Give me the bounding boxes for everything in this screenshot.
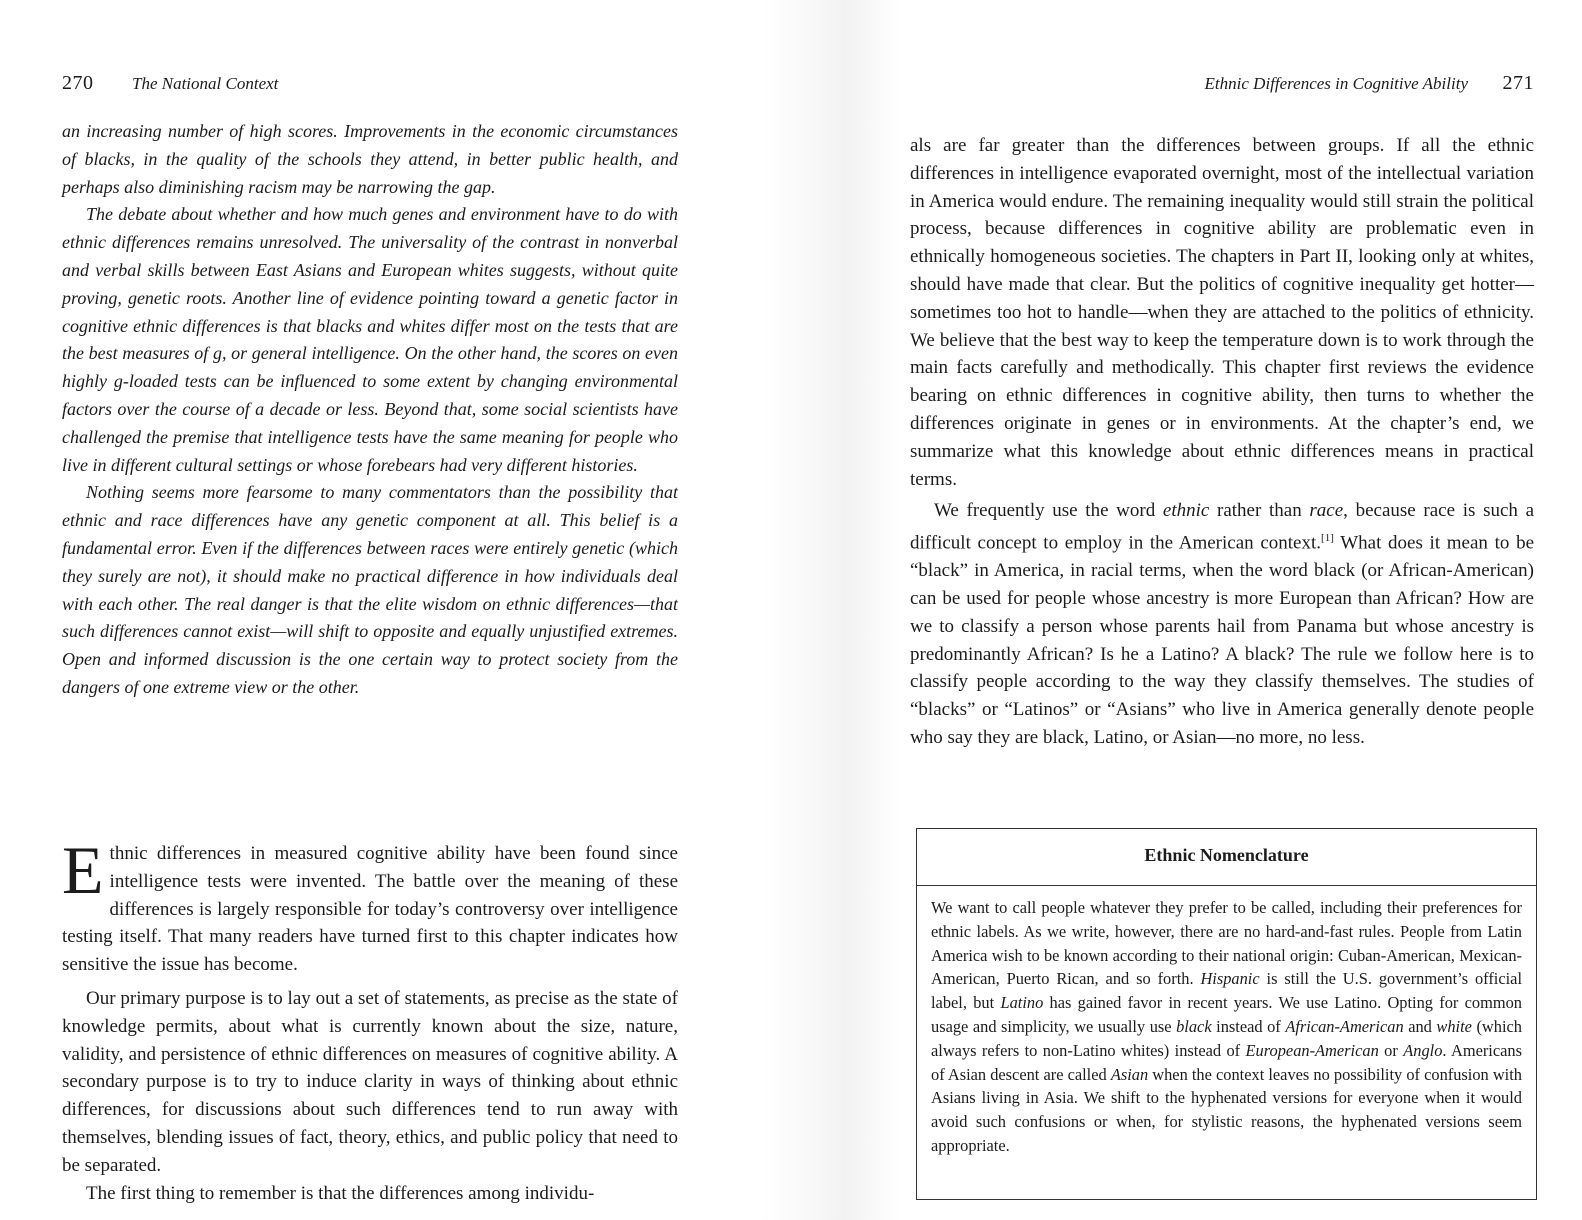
term-race: race bbox=[1309, 500, 1344, 522]
chapter-summary bbox=[62, 118, 678, 702]
chapter-opening-text bbox=[62, 832, 678, 1207]
drop-cap: E bbox=[62, 832, 104, 908]
left-running-head: The National Context bbox=[132, 74, 279, 93]
body-paragraph: The first thing to remember is that the differences among individu- bbox=[86, 1182, 595, 1204]
left-page-number: 270 bbox=[62, 72, 94, 94]
left-page-header bbox=[62, 72, 278, 95]
summary-paragraph: Nothing seems more fearsome to many commentators than the possibility that ethnic and race differences have any genetic component at all. This belief is a fundamental error. Even if the differences between races were entirely genetic (which they surely are not), it should make no practical difference in how individuals deal with each other. The real danger is that the elite wisdom on ethnic differences—that such differences cannot exist—will shift to opposite and equally unjustified extremes. Open and informed discussion is the one certain way to protect society from the dangers of one extreme view or the other. bbox=[62, 482, 678, 697]
book-gutter bbox=[760, 0, 900, 1220]
body-paragraph: We frequently use the word ethnic rather than race, because race is such a difficult concept to employ in the American context.[1] What does it mean to be “black” in America, in racial terms, when the word black (or African-American) can be used for people whose ancestry is more European than African? How are we to classify a person whose parents hail from Panama but whose ancestry is predominantly African? Is he a Latino? A black? The rule we follow here is to classify people according to the way they classify themselves. The studies of “blacks” or “Latinos” or “Asians” who live in America generally denote people who say they are black, Latino, or Asian—no more, no less. bbox=[910, 500, 1535, 749]
summary-paragraph: The debate about whether and how much genes and environment have to do with ethnic differences remains unresolved. The universality of the contrast in nonverbal and verbal skills between East Asians and European whites suggests, without quite proving, genetic roots. Another line of evidence pointing toward a genetic factor in cognitive ethnic differences is that blacks and whites differ most on the tests that are the best measures of g, or general intelligence. On the other hand, the scores on even highly g-loaded tests can be influenced to some extent by changing environmental factors over the course of a decade or less. Beyond that, some social scientists have challenged the premise that intelligence tests have the same meaning for people who live in different cultural settings or whose forebears had very different histories. bbox=[62, 204, 678, 475]
right-page-header bbox=[1205, 72, 1534, 95]
right-running-head: Ethnic Differences in Cognitive Ability bbox=[1204, 74, 1468, 93]
summary-paragraph: an increasing number of high scores. Improvements in the economic circumstances of blacks, in the quality of the schools they attend, in better public health, and perhaps also diminishing racism may be narrowing the gap. bbox=[62, 121, 678, 197]
body-paragraph: als are far greater than the differences between groups. If all the ethnic differences in intelligence evaporated overnight, most of the intellectual variation in America would endure. The remaining inequality would still strain the political process, because differences in cognitive ability are problematic even in ethnically homogeneous societies. The chapters in Part II, looking only at whites, should have made that clear. But the politics of cognitive inequality get hotter—sometimes too hot to handle—when they are attached to the politics of ethnicity. We believe that the best way to keep the temperature down is to work through the main facts carefully and methodically. This chapter first reviews the evidence bearing on ethnic differences in cognitive ability, then turns to whether the differences originate in genes or in environments. At the chapter’s end, we summarize what this knowledge about ethnic differences means in practical terms. bbox=[910, 135, 1534, 490]
right-page-number: 271 bbox=[1502, 72, 1534, 94]
opening-paragraph-text: thnic differences in measured cognitive ability have been found since intelligence tests were invented. The battle over the meaning of these differences is largely responsible for today’s controversy over intelligence testing itself. That many readers have turned first to this chapter indicates how sensitive the issue has become. bbox=[62, 843, 678, 976]
right-body-text bbox=[910, 132, 1534, 752]
sidebar-body: We want to call people whatever they prefer to be called, including their preferences for ethnic labels. As we write, however, there are no hard-and-fast rules. People from Latin America wish to be known according to their national origin: Cuban-American, Mexican-American, Puerto Rican, and so forth. Hispanic is still the U.S. government’s official label, but Latino has gained favor in recent years. We use Latino. Opting for common usage and simplicity, we usually use black instead of African-American and white (which always refers to non-Latino whites) instead of European-American or Anglo. Americans of Asian descent are called Asian when the context leaves no possibility of confusion with Asians living in Asia. We shift to the hyphenated versions for everyone when it would avoid such confusions or when, for stylistic reasons, the hyphenated versions seem appropriate. bbox=[931, 898, 1523, 1155]
footnote-marker[interactable]: [1] bbox=[1321, 532, 1334, 545]
ethnic-nomenclature-box bbox=[916, 828, 1537, 1200]
body-paragraph: Our primary purpose is to lay out a set of statements, as precise as the state of knowledge permits, about what is currently known about the size, nature, validity, and persistence of ethnic differences on measures of cognitive ability. A secondary purpose is to try to induce clarity in ways of thinking about ethnic differences, for discussions about such differences tend to run away with themselves, blending issues of fact, theory, ethics, and public policy that need to be separated. bbox=[62, 987, 678, 1176]
sidebar-title: Ethnic Nomenclature bbox=[917, 829, 1536, 886]
term-ethnic: ethnic bbox=[1162, 500, 1210, 522]
opening-paragraph bbox=[62, 832, 678, 979]
